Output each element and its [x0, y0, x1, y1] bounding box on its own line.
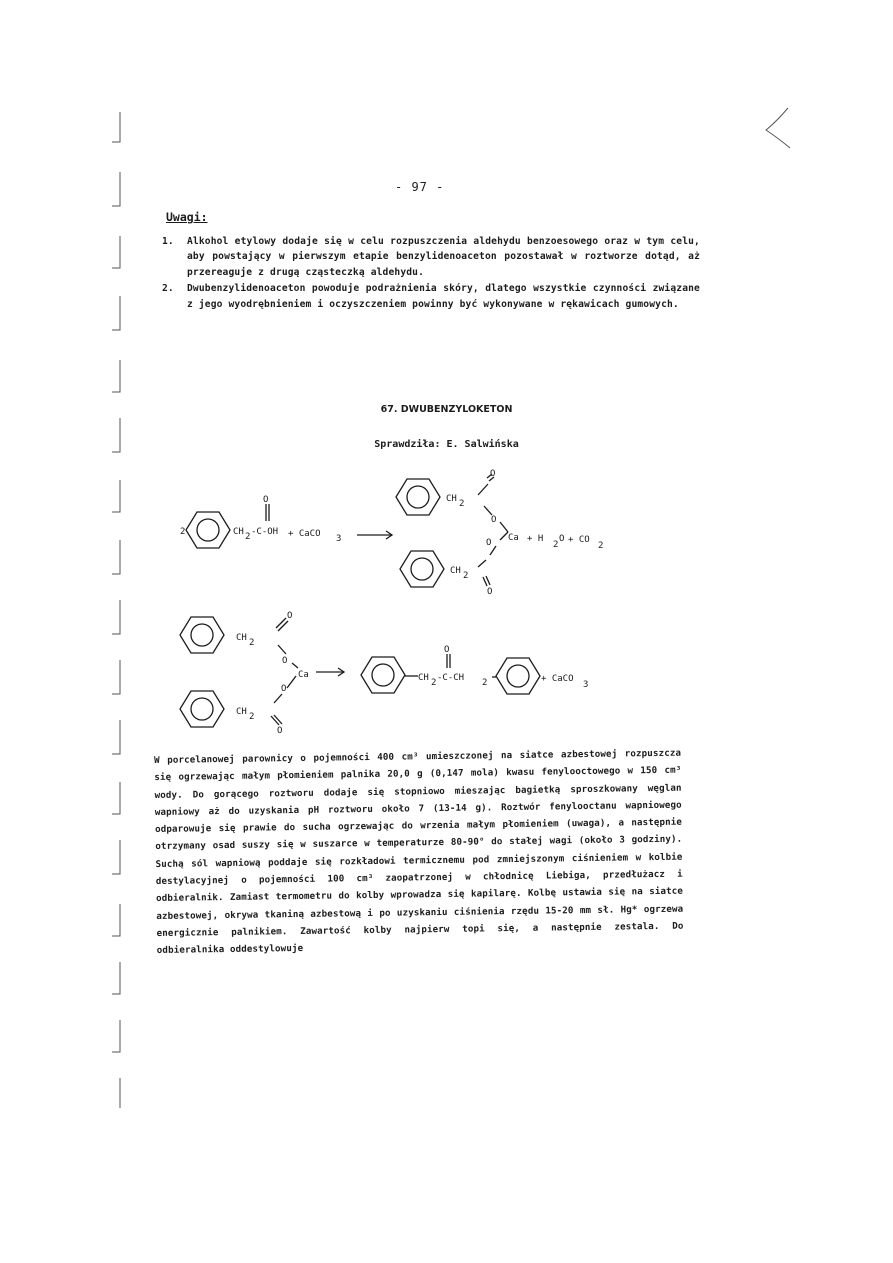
carbonyl-oxygen: O — [263, 495, 269, 505]
notes-heading: Uwagi: — [166, 210, 208, 224]
ester-oxygen: O — [491, 515, 497, 525]
ester-oxygen: O — [281, 684, 287, 694]
benzene-ring-circle — [191, 698, 213, 720]
ch2-group: CH — [236, 633, 247, 643]
procedure-text — [154, 745, 684, 960]
subscript: 2 — [431, 678, 437, 688]
section-title: 67. DWUBENZYLOKETON — [380, 404, 513, 415]
benzene-ring-circle — [372, 664, 394, 686]
subscript: 2 — [249, 638, 255, 648]
note-text: Alkohol etylowy dodaje się w celu rozpuszczenia aldehydu benzoesowego oraz w tym celu, aby powstający w pierwszym etapie benzylidenoaceton pozostawał w roztworze dotąd, aż przereaguje z drugą cząsteczką aldehydu. — [187, 236, 700, 278]
note-text: Dwubenzylidenoaceton powoduje podrażnienia skóry, dlatego wszystkie czynności związane z jego wyodrębnieniem i oczyszczeniem powinny być wykonywane w rękawicach gumowych. — [187, 283, 700, 310]
benzene-ring-circle — [407, 486, 429, 508]
ch2-group: CH — [418, 673, 429, 683]
water: + H — [527, 534, 544, 544]
note-number: 1. — [162, 236, 174, 247]
benzene-ring-circle — [191, 624, 213, 646]
benzene-ring — [400, 551, 444, 587]
benzene-ring-circle — [507, 665, 529, 687]
carbonyl-oxygen: O — [490, 469, 496, 479]
benzene-ring — [180, 691, 224, 727]
subscript: 2 — [463, 571, 469, 581]
page-number: - 97 - — [395, 180, 445, 194]
benzene-ring — [361, 657, 405, 693]
ester-oxygen: O — [486, 538, 492, 548]
water-oxygen: O — [559, 534, 565, 544]
benzene-ring-circle — [197, 519, 219, 541]
ch2-group: CH — [446, 494, 457, 504]
ketone-group: -C-CH — [437, 673, 465, 683]
subscript: 2 — [249, 712, 255, 722]
benzene-ring — [396, 479, 440, 515]
checked-by: Sprawdziła: E. Salwińska — [374, 439, 519, 450]
calcium-carbonate: + CaCO — [541, 674, 574, 684]
carbonyl-oxygen: O — [287, 611, 293, 621]
coefficient: 2 — [180, 527, 186, 537]
subscript: 2 — [553, 540, 559, 550]
acid-group: -C-OH — [251, 527, 279, 537]
procedure-paragraph: W porcelanowej parownicy o pojemności 400 cm³ umieszczonej na siatce azbestowej rozpuszcza się ogrzewając małym płomieniem palnika 20,0 g (0,147 mola) kwasu fenylooctowego w 150 cm³ wody. Do gorącego roztworu dodaje się stopniowo mieszając bagietką sproszkowany węglan wapniowy aż do uzyskania pH roztworu około 7 (13-14 g). Roztwór fenylooctanu wapniowego odparowuje się prawie do sucha ogrzewając do wrzenia małym płomieniem (uwaga), a następnie otrzymany osad suszy się w suszarce w temperaturze 80-90° do stałej wagi (około 3 godziny). Suchą sól wapniową poddaje się rozkładowi termicznemu pod zmniejszonym ciśnieniem w kolbie destylacyjnej o pojemności 100 cm³ zaopatrzonej w chłodnicę Liebiga, przedłużacz i odbieralnik. Zamiast termometru do kolby wprowadza się kapilarę. Kolbę ustawia się na siatce azbestowej, okrywa tkaniną azbestową i po uzyskaniu ciśnienia rzędu 15-20 mm sł. Hg* ogrzewa energicznie palnikiem. Zawartość kolby najpierw topi się, a następnie zestala. Do odbieralnika oddestylowuje — [154, 747, 684, 957]
carbonyl-oxygen: O — [277, 726, 283, 736]
ester-oxygen: O — [282, 656, 288, 666]
reagent: + CaCO — [288, 529, 321, 539]
subscript: 2 — [245, 532, 251, 542]
note-number: 2. — [162, 283, 174, 295]
ch2-group: CH — [450, 566, 461, 576]
ch2-group: CH — [236, 707, 247, 717]
ch2-group: CH — [233, 527, 244, 537]
subscript: 3 — [583, 680, 589, 690]
benzene-ring — [496, 658, 540, 694]
calcium: Ca — [298, 670, 309, 680]
subscript: 3 — [336, 534, 342, 544]
subscript: 2 — [482, 678, 488, 688]
carbonyl-oxygen: O — [487, 587, 493, 597]
carbonyl-oxygen: O — [444, 645, 450, 655]
benzene-ring — [180, 617, 224, 653]
subscript: 2 — [459, 499, 465, 509]
calcium: Ca — [508, 533, 519, 543]
subscript: 2 — [598, 541, 604, 551]
benzene-ring — [186, 512, 230, 548]
carbon-dioxide: + CO — [568, 535, 590, 545]
benzene-ring-circle — [411, 558, 433, 580]
